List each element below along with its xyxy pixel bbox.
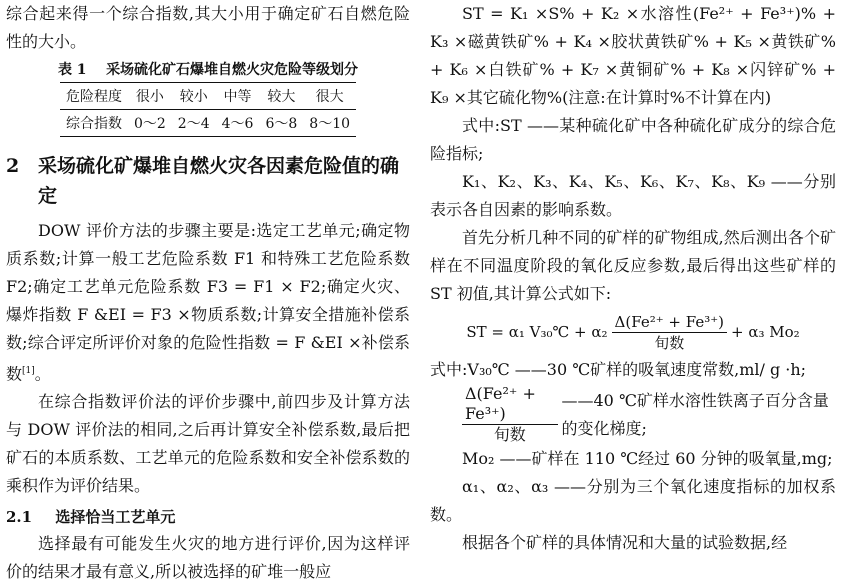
v30-definition: 式中:V₃₀℃ ——30 ℃矿样的吸氧速度常数,ml/ g ·h; (430, 360, 807, 379)
table-cell: 2～4 (172, 110, 216, 137)
right-column (430, 0, 836, 557)
table-cell: 6～8 (259, 110, 303, 137)
gradient-definition-text: ——40 ℃矿样水溶性铁离子百分含量的变化梯度; (561, 390, 829, 438)
dow-steps-text: DOW 评价方法的步骤主要是:选定工艺单元;确定物质系数;计算一般工艺危险系数 F1 和特殊工艺危险系数 F2;确定工艺单元危险系数 F3 = F1 × F2;确定火灾、爆炸指数 F &EI = F3 ×物质系数;计算安全措施补偿系数;综合评定所评价对象的危险性指数 = F &EI ×补偿系数 (6, 221, 410, 384)
section-title: 采场硫化矿爆堆自燃火灾各因素危险值的确定 (38, 155, 400, 207)
table-caption-number: 表 1 (57, 62, 87, 78)
fraction-denominator: 旬数 (654, 333, 685, 352)
dow-steps-paragraph (6, 217, 410, 388)
k-definition: K₁、K₂、K₃、K₄、K₅、K₆、K₇、K₈、K₉ ——分别表示各自因素的影响系数。 (430, 172, 836, 219)
dow-steps-end: 。 (34, 364, 51, 384)
table-caption-text: 采场硫化矿石爆堆自燃火灾危险等级划分 (106, 62, 359, 78)
gradient-fraction (462, 384, 558, 445)
table-header-cell: 危险程度 (60, 83, 128, 110)
equation-fraction (612, 312, 727, 353)
equation-rhs: + α₃ Mo₂ (730, 323, 800, 341)
left-column (6, 0, 410, 586)
table-header-row (60, 83, 356, 110)
hazard-grade-table (60, 82, 356, 137)
fraction-numerator: Δ(Fe²⁺ + Fe³⁺) (612, 312, 727, 333)
section-heading (6, 151, 410, 211)
table-caption (6, 58, 410, 82)
alpha-definition: α₁、α₂、α₃ ——分别为三个氧化速度指标的加权系数。 (430, 477, 836, 524)
table-cell: 综合指数 (60, 110, 128, 137)
fraction-denominator: 旬数 (493, 425, 526, 444)
table-header-cell: 较小 (172, 83, 216, 110)
section-number: 2 (6, 155, 20, 177)
closing-paragraph: 根据各个矿样的具体情况和大量的试验数据,经 (462, 533, 788, 552)
citation-ref: [1] (22, 366, 35, 376)
subsection-heading (6, 504, 410, 530)
st-initial-equation (430, 308, 836, 356)
table-header-cell: 中等 (216, 83, 260, 110)
equation-lhs: ST = α₁ V₃₀℃ + α₂ (466, 323, 608, 341)
st-formula: ST = K₁ ×S% + K₂ ×水溶性(Fe²⁺ + Fe³⁺)% + K₃ ×磁黄铁矿% + K₄ ×胶状黄铁矿% + K₅ ×黄铁矿% + K₆ ×白铁矿% + K₇ ×黄铜矿% + K₈ ×闪锌矿% + K₉ ×其它硫化物%(注意:在计算时%不计算在内) (430, 4, 836, 107)
unit-selection-paragraph: 选择最有可能发生火灾的地方进行评价,因为这样评价的结果才最有意义,所以被选择的矿堆一般应 (6, 534, 410, 582)
table-header-cell: 很小 (128, 83, 172, 110)
index-method-paragraph: 在综合指数评价法的评价步骤中,前四步及计算方法与 DOW 评价法的相同,之后再计算安全补偿系数,最后把矿石的本质系数、工艺单元的危险系数和安全补偿系数的乘积作为评价结果。 (6, 392, 410, 496)
mo2-definition: Mo₂ ——矿样在 110 ℃经过 60 分钟的吸氧量,mg; (462, 449, 833, 468)
table-header-cell: 较大 (259, 83, 303, 110)
table-header-cell: 很大 (303, 83, 356, 110)
gradient-definition (430, 384, 836, 445)
table-cell: 4～6 (216, 110, 260, 137)
table-cell: 0～2 (128, 110, 172, 137)
intro-paragraph: 综合起来得一个综合指数,其大小用于确定矿石自燃危险性的大小。 (6, 4, 410, 51)
analysis-paragraph: 首先分析几种不同的矿样的矿物组成,然后测出各个矿样在不同温度阶段的氧化反应参数,最后得出这些矿样的 ST 初值,其计算公式如下: (430, 228, 836, 303)
table-cell: 8～10 (303, 110, 356, 137)
st-definition: 式中:ST ——某种硫化矿中各种硫化矿成分的综合危险指标; (430, 116, 836, 163)
table-row (60, 110, 356, 137)
subsection-number: 2.1 (6, 508, 33, 527)
fraction-numerator: Δ(Fe²⁺ + Fe³⁺) (462, 384, 558, 425)
subsection-title: 选择恰当工艺单元 (55, 508, 176, 527)
